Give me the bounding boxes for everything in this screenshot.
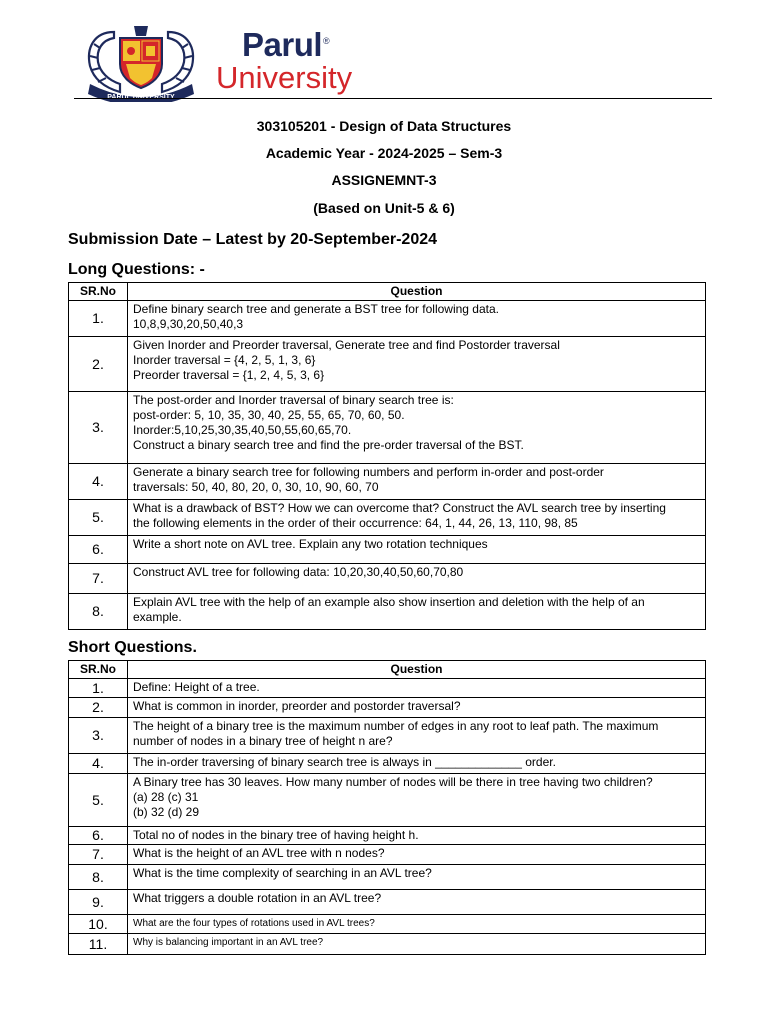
question-line: Total no of nodes in the binary tree of having height h.	[133, 828, 419, 842]
short-questions-table	[68, 660, 706, 955]
question-text	[128, 392, 706, 464]
question-row	[69, 536, 706, 564]
question-line: number of nodes in a binary tree of height n are?	[133, 734, 393, 748]
long-questions-table	[68, 282, 706, 630]
question-text	[128, 915, 706, 934]
question-number: 2.	[69, 337, 128, 392]
question-row	[69, 915, 706, 934]
question-line: Generate a binary search tree for following numbers and perform in-order and post-order	[133, 465, 604, 479]
assignment-title: ASSIGNEMNT-3	[331, 172, 437, 188]
question-line: (b) 32 (d) 29	[133, 805, 200, 819]
question-row	[69, 934, 706, 955]
question-line: Define binary search tree and generate a BST tree for following data.	[133, 302, 499, 316]
question-number: 9.	[69, 890, 128, 915]
question-row	[69, 774, 706, 827]
question-line: What triggers a double rotation in an AVL tree?	[133, 891, 382, 905]
question-row	[69, 845, 706, 865]
question-number: 11.	[69, 934, 128, 955]
question-row	[69, 301, 706, 337]
header-divider	[74, 98, 712, 99]
question-line: Write a short note on AVL tree. Explain any two rotation techniques	[133, 537, 488, 551]
question-line: (a) 28 (c) 31	[133, 790, 199, 804]
course-title: 303105201 - Design of Data Structures	[256, 118, 512, 134]
sr-no-header: SR.No	[69, 283, 128, 301]
question-line: The in-order traversing of binary search tree is always in _____________ order.	[133, 755, 556, 769]
question-text	[128, 827, 706, 845]
question-text	[128, 536, 706, 564]
question-text	[128, 718, 706, 754]
question-line: What is the height of an AVL tree with n nodes?	[133, 846, 385, 860]
question-row	[69, 827, 706, 845]
academic-year: Academic Year - 2024-2025 – Sem-3	[265, 145, 503, 161]
question-row	[69, 337, 706, 392]
question-number: 5.	[69, 500, 128, 536]
university-crest-logo	[76, 18, 206, 102]
brand-name: Parul®	[242, 26, 330, 63]
question-line: Construct AVL tree for following data: 10,20,30,40,50,60,70,80	[133, 565, 464, 579]
question-line: post-order: 5, 10, 35, 30, 40, 25, 55, 65, 70, 60, 50.	[133, 408, 405, 422]
question-text	[128, 564, 706, 594]
question-text	[128, 679, 706, 698]
question-number: 10.	[69, 915, 128, 934]
question-number: 8.	[69, 865, 128, 890]
question-text	[128, 890, 706, 915]
question-number: 3.	[69, 718, 128, 754]
sr-no-header: SR.No	[69, 661, 128, 679]
question-text	[128, 774, 706, 827]
question-line: Inorder traversal = {4, 2, 5, 1, 3, 6}	[133, 353, 316, 367]
question-line: the following elements in the order of their occurrence: 64, 1, 44, 26, 13, 110, 98, 85	[133, 516, 578, 530]
question-row	[69, 500, 706, 536]
question-line: What are the four types of rotations used in AVL trees?	[133, 918, 375, 929]
question-line: A Binary tree has 30 leaves. How many number of nodes will be there in tree having two children?	[133, 775, 653, 789]
question-row	[69, 865, 706, 890]
question-row	[69, 594, 706, 630]
brand-subtitle: University	[216, 60, 353, 95]
question-number: 4.	[69, 464, 128, 500]
question-text	[128, 500, 706, 536]
question-text	[128, 464, 706, 500]
question-text	[128, 754, 706, 774]
question-line: Inorder:5,10,25,30,35,40,50,55,60,65,70.	[133, 423, 352, 437]
question-line: The post-order and Inorder traversal of binary search tree is:	[133, 393, 454, 407]
table-header-row	[69, 283, 706, 301]
question-number: 6.	[69, 827, 128, 845]
question-header: Question	[128, 661, 706, 679]
question-number: 3.	[69, 392, 128, 464]
question-row	[69, 464, 706, 500]
submission-date: Submission Date – Latest by 20-September-2024	[68, 231, 438, 248]
question-text	[128, 337, 706, 392]
question-line: Explain AVL tree with the help of an example also show insertion and deletion with the help of an	[133, 595, 645, 609]
question-text	[128, 934, 706, 955]
question-number: 4.	[69, 754, 128, 774]
table-header-row	[69, 661, 706, 679]
question-number: 7.	[69, 845, 128, 865]
question-header: Question	[128, 283, 706, 301]
question-row	[69, 564, 706, 594]
question-number: 8.	[69, 594, 128, 630]
question-number: 6.	[69, 536, 128, 564]
unit-scope: (Based on Unit-5 & 6)	[313, 200, 455, 216]
question-line: example.	[133, 610, 182, 624]
question-number: 1.	[69, 679, 128, 698]
long-questions-heading: Long Questions: -	[68, 261, 205, 278]
question-row	[69, 679, 706, 698]
question-line: What is common in inorder, preorder and postorder traversal?	[133, 699, 461, 713]
short-questions-heading: Short Questions.	[68, 639, 197, 656]
question-text	[128, 698, 706, 718]
question-row	[69, 698, 706, 718]
question-line: traversals: 50, 40, 80, 20, 0, 30, 10, 90, 60, 70	[133, 480, 379, 494]
university-header	[74, 14, 712, 100]
question-row	[69, 890, 706, 915]
question-line: Construct a binary search tree and find the pre-order traversal of the BST.	[133, 438, 524, 452]
question-text	[128, 865, 706, 890]
question-line: The height of a binary tree is the maximum number of edges in any root to leaf path. The maximum	[133, 719, 659, 733]
question-row	[69, 718, 706, 754]
question-text	[128, 301, 706, 337]
question-line: Why is balancing important in an AVL tree?	[133, 937, 324, 948]
question-line: Define: Height of a tree.	[133, 680, 260, 694]
question-number: 7.	[69, 564, 128, 594]
question-line: What is the time complexity of searching in an AVL tree?	[133, 866, 432, 880]
question-line: What is a drawback of BST? How we can overcome that? Construct the AVL search tree by inserting	[133, 501, 666, 515]
question-row	[69, 754, 706, 774]
question-number: 5.	[69, 774, 128, 827]
ribbon-text: PARUL UNIVERSITY	[107, 94, 175, 101]
question-text	[128, 594, 706, 630]
question-text	[128, 845, 706, 865]
question-line: 10,8,9,30,20,50,40,3	[133, 317, 244, 331]
question-line: Given Inorder and Preorder traversal, Generate tree and find Postorder traversal	[133, 338, 560, 352]
question-row	[69, 392, 706, 464]
question-number: 1.	[69, 301, 128, 337]
question-line: Preorder traversal = {1, 2, 4, 5, 3, 6}	[133, 368, 325, 382]
question-number: 2.	[69, 698, 128, 718]
